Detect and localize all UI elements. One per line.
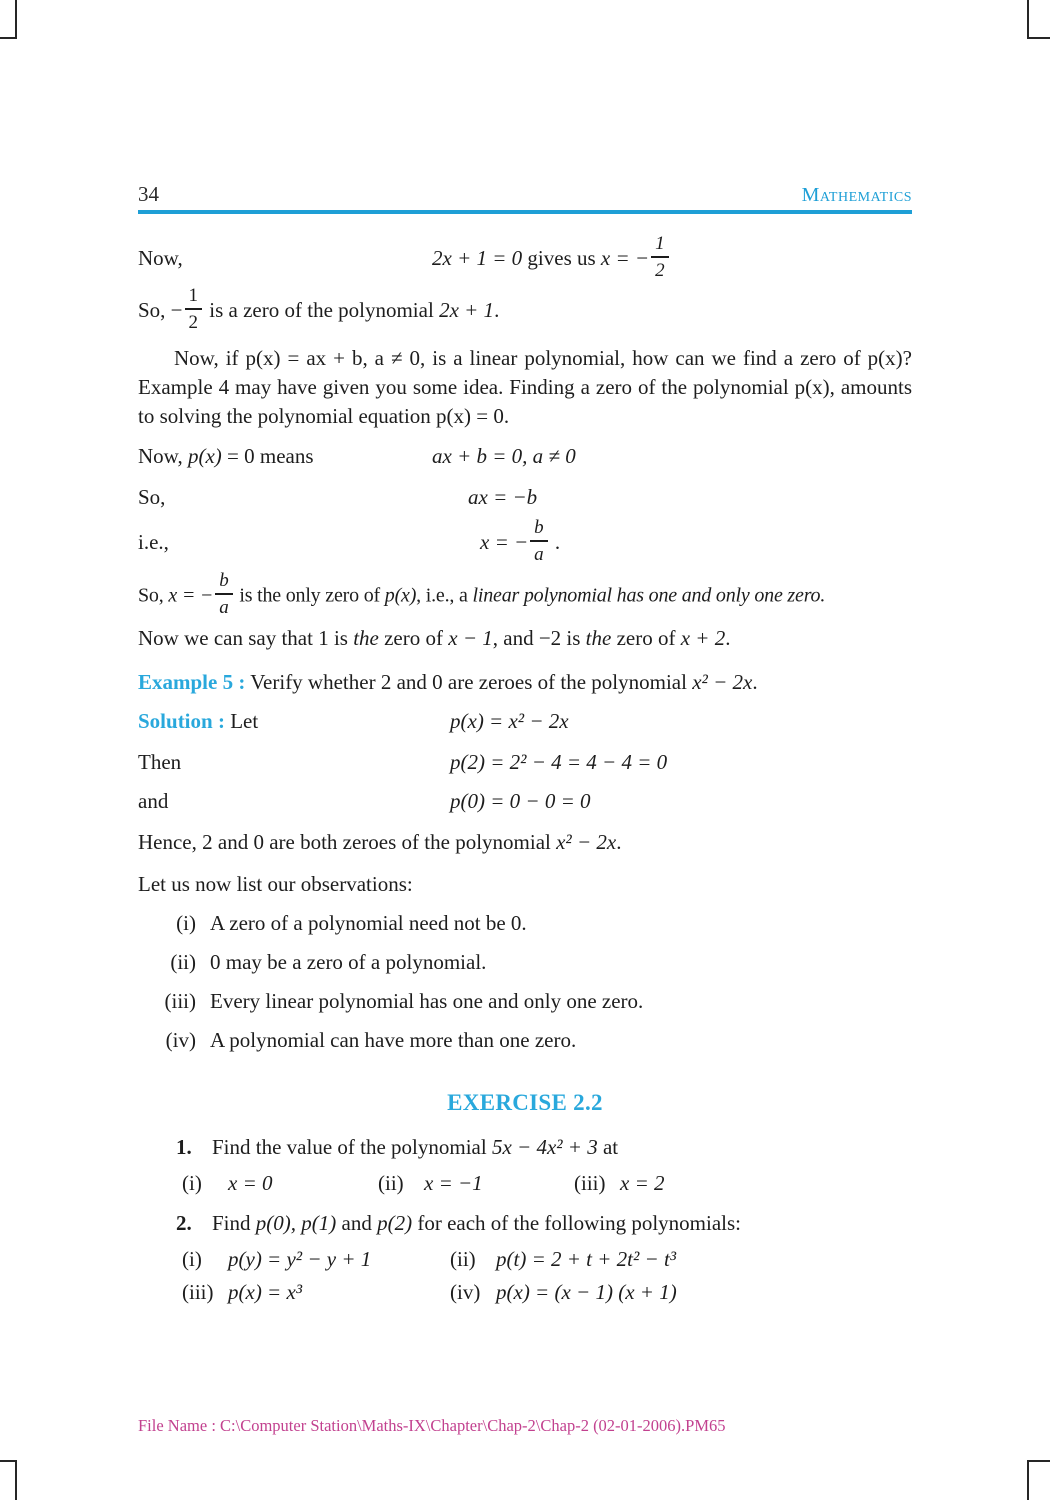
paragraph-intro: Now, if p(x) = ax + b, a ≠ 0, is a linear polynomial, how can we find a zero of p(x)? Example 4 may have given you some idea. Finding a zero of the polynomial p(x), amounts to solving the polynomial equation p(x) = 0.: [138, 346, 912, 428]
part-marker: (i): [182, 1247, 202, 1271]
observation-item: [138, 987, 912, 1016]
math-text: 2x + 1: [439, 297, 495, 322]
roman-text: Now we can say that 1 is: [138, 626, 348, 650]
roman-text: .: [554, 529, 561, 554]
page-content: [138, 234, 912, 1307]
equation-label: Now,: [138, 245, 183, 270]
roman-text: So,: [138, 584, 164, 607]
equation-label: i.e.,: [138, 529, 169, 554]
math-text: p(x) = x² − 2x: [450, 709, 569, 733]
math-text: x = −: [600, 245, 650, 270]
equation-now: [138, 234, 912, 284]
math-text: x + 2: [680, 626, 726, 650]
page-header: [138, 182, 912, 214]
file-name-footer: File Name : C:\Computer Station\Maths-IX\Chapter\Chap-2\Chap-2 (02-01-2006).PM65: [138, 1416, 726, 1435]
fraction: $\frac{1}{2}$: [185, 285, 203, 333]
part-marker: (ii): [378, 1171, 404, 1195]
part-marker: (iii): [182, 1280, 214, 1304]
math-text: x = −1: [424, 1171, 483, 1195]
equation-label: Then: [138, 750, 182, 774]
question-part: [450, 1278, 677, 1307]
roman-text: So, −: [138, 297, 183, 322]
line-so-half: [138, 285, 912, 336]
question-part: [574, 1169, 665, 1198]
page-number: 34: [138, 182, 159, 206]
math-text: x = 2: [620, 1171, 665, 1195]
fraction: $\frac{1}{2}$: [651, 233, 669, 281]
line-the-zero: [138, 624, 912, 653]
italic-emphasis: linear polynomial has one and only one zero.: [472, 584, 826, 607]
header-rule: [138, 210, 912, 214]
example-label: Example 5 :: [138, 670, 246, 694]
exercise-title: EXERCISE 2.2: [447, 1090, 603, 1115]
roman-text: is a zero of the polynomial: [209, 297, 434, 322]
observation-item: [138, 1026, 912, 1055]
equation-label: So,: [138, 485, 166, 509]
math-text: x − 1: [448, 626, 493, 650]
math-text: p(2) = 2² − 4 = 4 − 4 = 0: [450, 750, 668, 774]
question-part: [182, 1169, 378, 1198]
observation-item: [138, 948, 912, 977]
roman-text: .: [752, 670, 758, 694]
list-text: Every linear polynomial has one and only one zero.: [210, 989, 644, 1013]
math-text: ax = −b: [468, 485, 538, 509]
equation-ie: [138, 517, 912, 568]
math-text: p(y) = y² − y + 1: [228, 1247, 372, 1271]
question-number: 1.: [176, 1135, 192, 1159]
math-text: ax + b = 0, a ≠ 0: [432, 444, 576, 468]
roman-text: .: [494, 297, 500, 322]
italic-emphasis: the: [585, 626, 612, 650]
math-text: p(x): [384, 584, 417, 607]
crop-mark-bottom-left-icon: [0, 1460, 17, 1500]
solution-line: [138, 707, 912, 736]
question-part: [378, 1169, 574, 1198]
roman-text: Hence, 2 and 0 are both zeroes of the polynomial: [138, 830, 551, 854]
question-part: [182, 1278, 450, 1307]
list-text: A zero of a polynomial need not be 0.: [210, 911, 527, 935]
crop-mark-top-right-icon: [1027, 0, 1050, 39]
example-5-line: [138, 668, 912, 697]
math-text: x = −: [168, 584, 214, 607]
roman-text: , and −2 is: [492, 626, 581, 650]
question-part: [450, 1245, 676, 1274]
equation-label: Now, p(x) = 0 means: [138, 444, 314, 468]
question-text: Find the value of the polynomial 5x − 4x² + 3 at: [212, 1135, 619, 1159]
equation-label: and: [138, 789, 169, 813]
then-line: [138, 748, 912, 777]
list-marker: (i): [176, 911, 196, 935]
list-marker: (ii): [170, 950, 196, 974]
roman-text: .: [616, 830, 622, 854]
observations-intro: Let us now list our observations:: [138, 872, 413, 896]
math-text: x² − 2x: [692, 670, 753, 694]
part-marker: (iv): [450, 1280, 481, 1304]
question-part: [182, 1245, 450, 1274]
running-title: Mathematics: [801, 184, 912, 206]
question-1: [138, 1133, 912, 1162]
question-number: 2.: [176, 1211, 192, 1235]
roman-text: zero of: [616, 626, 676, 650]
math-text: x = 0: [228, 1171, 273, 1195]
math-text: p(x) = (x − 1) (x + 1): [496, 1280, 677, 1304]
equation-ax-b: [138, 483, 912, 512]
equation-label: Solution : Let: [138, 709, 259, 733]
question-2: [138, 1209, 912, 1238]
math-text: x² − 2x: [556, 830, 617, 854]
line-only-zero: [138, 570, 912, 621]
crop-mark-bottom-right-icon: [1027, 1460, 1050, 1500]
part-marker: (ii): [450, 1247, 476, 1271]
math-text: p(0) = 0 − 0 = 0: [450, 789, 591, 813]
math-text: p(t) = 2 + t + 2t² − t³: [496, 1247, 677, 1271]
equation-means: [138, 442, 912, 471]
roman-text: .: [725, 626, 731, 650]
fraction: $\frac{b}{a}$: [215, 570, 232, 618]
math-text: 2x + 1 = 0: [432, 245, 523, 270]
roman-text: gives us: [527, 245, 596, 270]
observation-item: [138, 909, 912, 938]
and-line: [138, 787, 912, 816]
list-marker: (iii): [164, 989, 196, 1013]
roman-text: is the only zero of: [239, 584, 380, 607]
part-marker: (i): [182, 1171, 202, 1195]
math-text: p(x) = x³: [228, 1280, 303, 1304]
hence-line: [138, 828, 912, 857]
fraction: $\frac{b}{a}$: [530, 517, 548, 565]
list-marker: (iv): [165, 1028, 196, 1052]
crop-mark-top-left-icon: [0, 0, 17, 39]
roman-text: Verify whether 2 and 0 are zeroes of the polynomial: [250, 670, 687, 694]
question-2-parts-row-1: [138, 1245, 912, 1274]
question-1-parts: [138, 1169, 912, 1198]
roman-text: zero of: [384, 626, 443, 650]
list-text: 0 may be a zero of a polynomial.: [210, 950, 487, 974]
part-marker: (iii): [574, 1171, 606, 1195]
question-text: Find p(0), p(1) and p(2) for each of the following polynomials:: [212, 1211, 742, 1235]
roman-text: , i.e., a: [416, 584, 468, 607]
list-text: A polynomial can have more than one zero.: [210, 1028, 577, 1052]
italic-emphasis: the: [353, 626, 379, 650]
math-text: x = −: [480, 529, 529, 554]
question-2-parts-row-2: [138, 1278, 912, 1307]
